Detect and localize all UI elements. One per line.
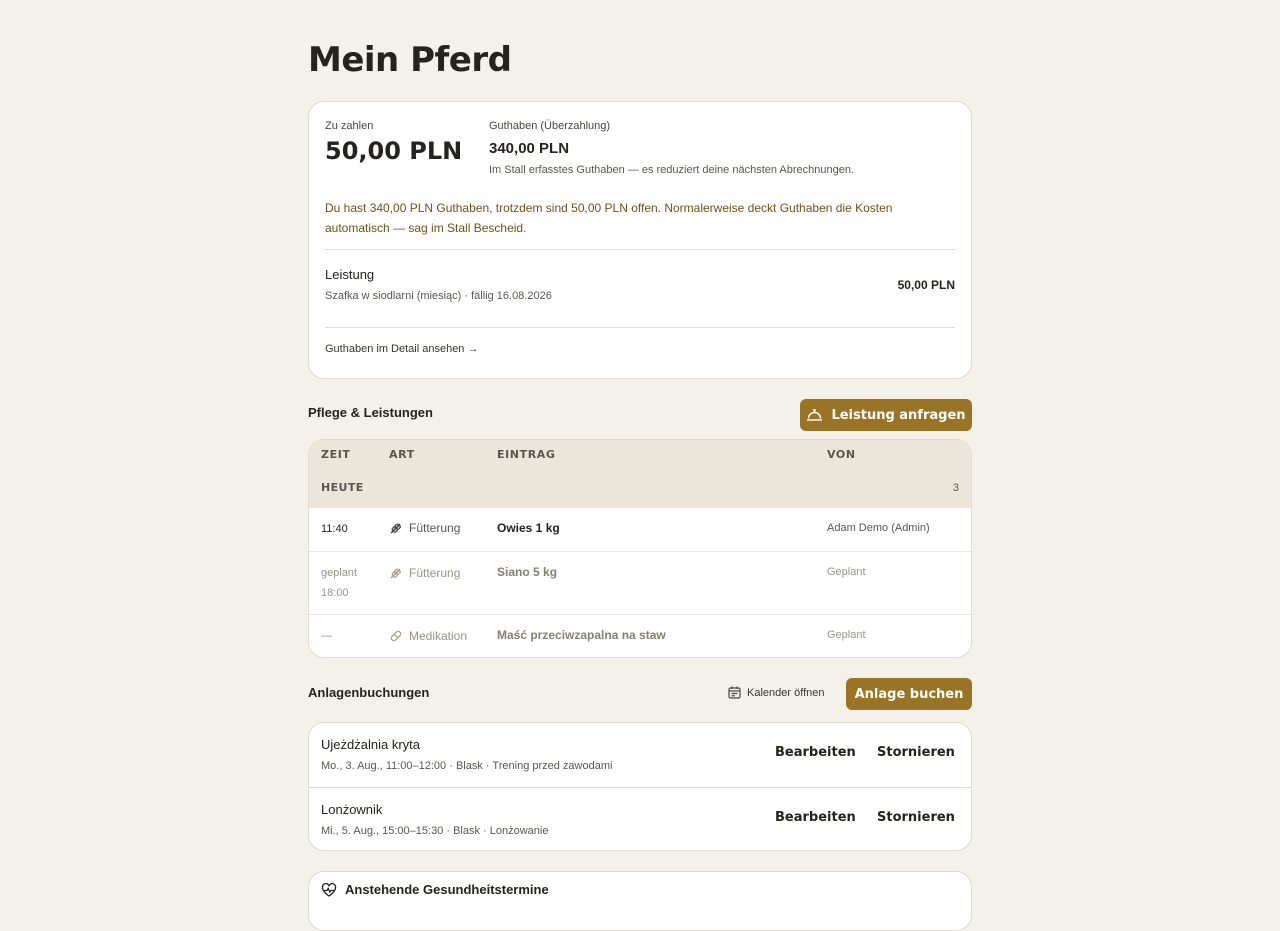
bookings-section-title: Anlagenbuchungen	[308, 685, 430, 700]
credit-label: Guthaben (Überzahlung)	[489, 120, 611, 132]
service-amount: 50,00 PLN	[897, 278, 955, 292]
cancel-booking-button[interactable]: Stornieren	[877, 745, 955, 760]
row-type	[389, 521, 460, 535]
balance-card	[308, 101, 972, 379]
row-time-value: 18:00	[321, 587, 349, 599]
column-header-time: ZEIT	[321, 448, 351, 461]
open-calendar-link[interactable]	[728, 686, 824, 699]
book-facility-button[interactable]: Anlage buchen	[846, 678, 972, 710]
row-type	[389, 629, 467, 643]
care-table	[308, 439, 972, 658]
request-service-button[interactable]	[800, 399, 972, 431]
edit-booking-button[interactable]: Bearbeiten	[775, 810, 856, 825]
bookings-list	[308, 722, 972, 851]
care-section-title: Pflege & Leistungen	[308, 405, 433, 420]
row-entry: Maść przeciwzapalna na staw	[497, 628, 666, 642]
service-label: Leistung	[325, 267, 375, 282]
credit-detail-link[interactable]: Guthaben im Detail ansehen →	[325, 343, 479, 355]
row-entry: Siano 5 kg	[497, 565, 558, 579]
booking-detail: Mi., 5. Aug., 15:00–15:30 · Blask · Lonżowanie	[321, 825, 549, 837]
divider	[325, 249, 955, 250]
page-title: Mein Pferd	[308, 40, 512, 80]
row-type	[389, 566, 460, 580]
table-row[interactable]	[309, 551, 971, 614]
row-time-status: geplant	[321, 567, 358, 579]
credit-amount: 340,00 PLN	[489, 140, 570, 157]
list-item	[309, 723, 971, 787]
heart-pulse-icon	[321, 883, 337, 897]
row-entry: Owies 1 kg	[497, 521, 560, 535]
due-block	[325, 120, 462, 165]
group-label-today: HEUTE	[321, 481, 364, 494]
health-card-header	[321, 882, 549, 897]
health-card-title: Anstehende Gesundheitstermine	[345, 882, 549, 897]
credit-note: Im Stall erfasstes Guthaben — es reduziert deine nächsten Abrechnungen.	[489, 164, 855, 176]
open-calendar-label: Kalender öffnen	[747, 686, 825, 699]
service-bell-icon	[806, 408, 823, 422]
wheat-icon	[389, 521, 403, 535]
row-time: 11:40	[321, 523, 348, 535]
group-count: 3	[952, 482, 959, 494]
health-appointments-card	[308, 871, 972, 931]
due-amount: 50,00 PLN	[325, 137, 463, 165]
row-type-label: Fütterung	[409, 521, 461, 535]
balance-warning: Du hast 340,00 PLN Guthaben, trotzdem sind 50,00 PLN offen. Normalerweise deckt Guthaben die Kosten automatisch — sag im Stall Bescheid.	[325, 201, 893, 235]
column-header-by: VON	[827, 448, 856, 461]
table-row[interactable]	[309, 508, 971, 551]
row-by: Geplant	[827, 566, 866, 578]
column-header-type: ART	[389, 448, 415, 461]
list-item	[309, 787, 971, 851]
request-service-label: Leistung anfragen	[831, 407, 966, 423]
booking-detail: Mo., 3. Aug., 11:00–12:00 · Blask · Trening przed zawodami	[321, 760, 613, 772]
due-label: Zu zahlen	[325, 120, 374, 132]
service-detail: Szafka w siodlarni (miesiąc) · fällig 16.08.2026	[325, 290, 552, 302]
cancel-booking-button[interactable]: Stornieren	[877, 810, 955, 825]
booking-title: Ujeżdżalnia kryta	[321, 737, 420, 752]
credit-block	[489, 120, 854, 176]
row-by: Adam Demo (Admin)	[827, 522, 930, 534]
row-type-label: Medikation	[409, 629, 468, 643]
booking-title: Lonżownik	[321, 802, 383, 817]
column-header-entry: EINTRAG	[497, 448, 556, 461]
pill-icon	[389, 629, 403, 643]
wheat-icon	[389, 566, 403, 580]
row-by: Geplant	[827, 629, 866, 641]
care-table-header	[309, 440, 971, 508]
row-time: —	[321, 630, 332, 642]
table-row[interactable]	[309, 614, 971, 658]
row-type-label: Fütterung	[409, 566, 461, 580]
edit-booking-button[interactable]: Bearbeiten	[775, 745, 856, 760]
row-time	[321, 563, 357, 603]
calendar-icon	[728, 686, 741, 699]
divider	[325, 327, 955, 328]
